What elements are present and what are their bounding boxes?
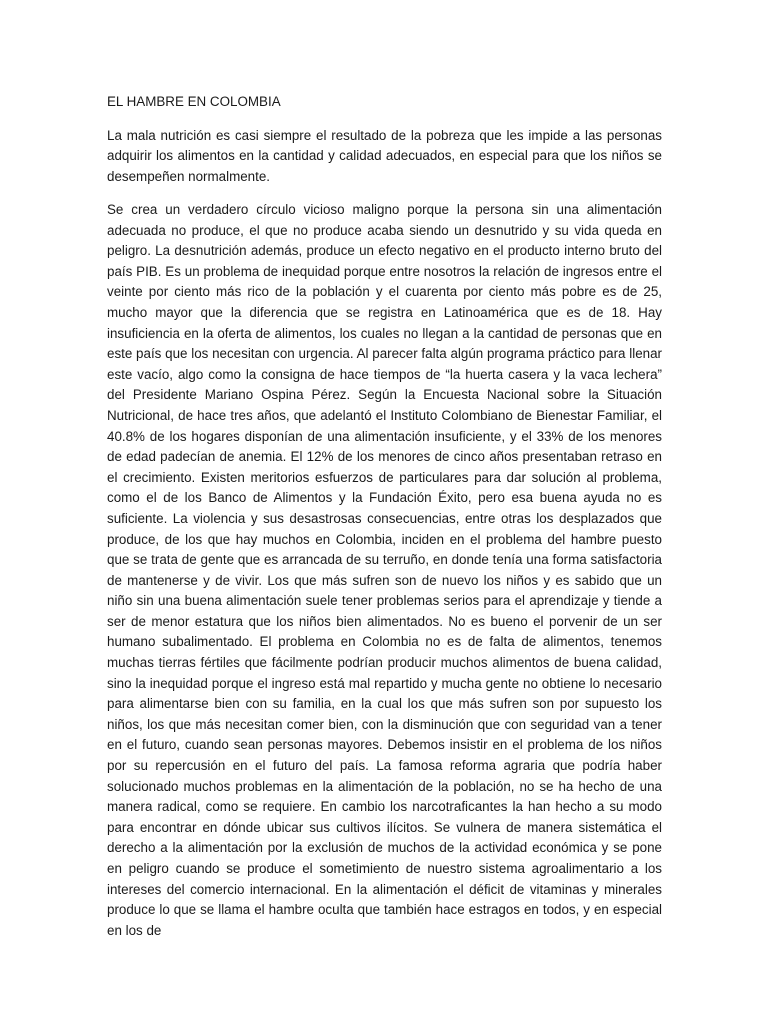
document-body: [107, 92, 662, 954]
paragraph-main: Se crea un verdadero círculo vicioso maligno porque la persona sin una alimentación adecuada no produce, el que no produce acaba siendo un desnutrido y su vida queda en peligro. La desnutrición además, produce un efecto negativo en el producto interno bruto del país PIB. Es un problema de inequidad porque entre nosotros la relación de ingresos entre el veinte por ciento más rico de la población y el cuarenta por ciento más pobre es de 25, mucho mayor que la diferencia que se registra en Latinoamérica que es de 18. Hay insuficiencia en la oferta de alimentos, los cuales no llegan a la cantidad de personas que en este país que los necesitan con urgencia. Al parecer falta algún programa práctico para llenar este vacío, algo como la consigna de hace tiempos de “la huerta casera y la vaca lechera” del Presidente Mariano Ospina Pérez. Según la Encuesta Nacional sobre la Situación Nutricional, de hace tres años, que adelantó el Instituto Colombiano de Bienestar Familiar, el 40.8% de los hogares disponían de una alimentación insuficiente, y el 33% de los menores de edad padecían de anemia. El 12% de los menores de cinco años presentaban retraso en el crecimiento. Existen meritorios esfuerzos de particulares para dar solución al problema, como el de los Banco de Alimentos y la Fundación Éxito, pero esa buena ayuda no es suficiente. La violencia y sus desastrosas consecuencias, entre otras los desplazados que produce, de los que hay muchos en Colombia, inciden en el problema del hambre puesto que se trata de gente que es arrancada de su terruño, en donde tenía una forma satisfactoria de mantenerse y de vivir. Los que más sufren son de nuevo los niños y es sabido que un niño sin una buena alimentación suele tener problemas serios para el aprendizaje y tiende a ser de menor estatura que los niños bien alimentados. No es bueno el porvenir de un ser humano subalimentado. El problema en Colombia no es de falta de alimentos, tenemos muchas tierras fértiles que fácilmente podrían producir muchos alimentos de buena calidad, sino la inequidad porque el ingreso está mal repartido y mucha gente no obtiene lo necesario para alimentarse bien con su familia, en la cual los que más sufren son por supuesto los niños, los que más necesitan comer bien, con la disminución que con seguridad van a tener en el futuro, cuando sean personas mayores. Debemos insistir en el problema de los niños por su repercusión en el futuro del país. La famosa reforma agraria que podría haber solucionado muchos problemas en la alimentación de la población, no se ha hecho de una manera radical, como se requiere. En cambio los narcotraficantes la han hecho a su modo para encontrar en dónde ubicar sus cultivos ilícitos. Se vulnera de manera sistemática el derecho a la alimentación por la exclusión de muchos de la actividad económica y se pone en peligro cuando se produce el sometimiento de nuestro sistema agroalimentario a los intereses del comercio internacional. En la alimentación el déficit de vitaminas y minerales produce lo que se llama el hambre oculta que también hace estragos en todos, y en especial en los de: [107, 202, 662, 938]
document-title: EL HAMBRE EN COLOMBIA: [107, 94, 281, 109]
paragraph-intro: La mala nutrición es casi siempre el resultado de la pobreza que les impide a las personas adquirir los alimentos en la cantidad y calidad adecuados, en especial para que los niños se desempeñen normalmente.: [107, 127, 662, 184]
